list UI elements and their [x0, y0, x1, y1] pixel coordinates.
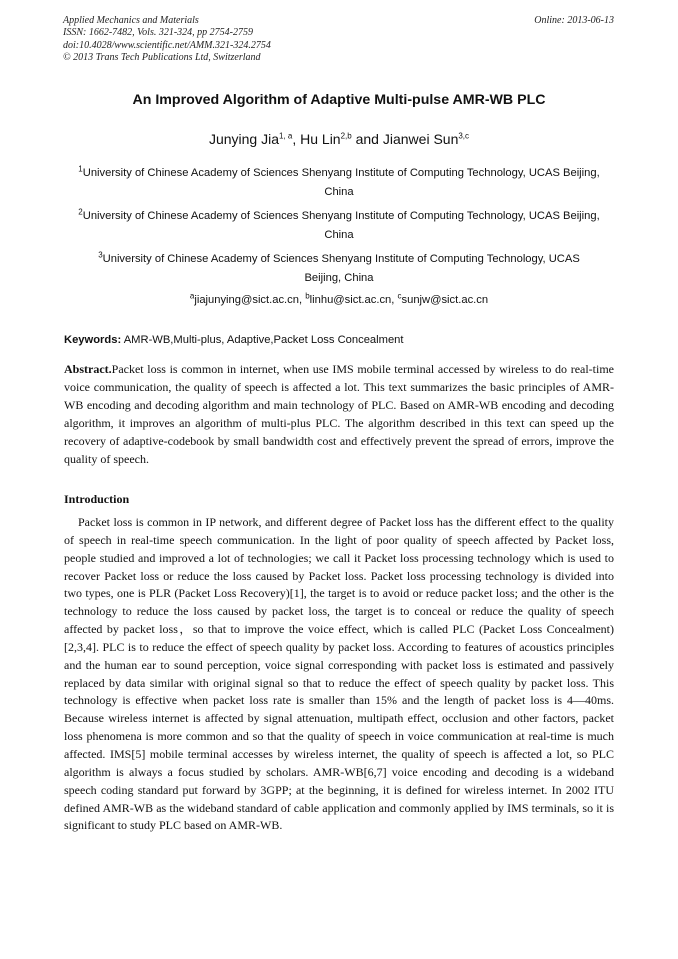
keywords-text: AMR-WB,Multi-plus, Adaptive,Packet Loss Concealment: [123, 334, 404, 346]
author-sup: 3,c: [458, 131, 470, 141]
author-separator: ,: [292, 131, 301, 147]
journal-issn: ISSN: 1662-7482, Vols. 321-324, pp 2754-2759: [63, 27, 253, 39]
keywords-label: Keywords:: [64, 334, 122, 346]
author-name: Hu Lin: [300, 131, 341, 147]
email-list: [40, 292, 638, 308]
affiliation-sup: 3: [98, 250, 103, 260]
abstract-text: Packet loss is common in internet, when use IMS mobile terminal accessed by wireless to do real-time voice communication, the quality of speech is affected a lot. This text summarizes the basic principles of AMR-WB encoding and decoding algorithm and main technology of PLC. Based on AMR-WB encoding and decoding algorithm, it improves an algorithm of multi-plus PLC. The algorithm described in this text can speed up the recovery of adaptive-codebook by small bandwidth cost and effectively prevent the spread of errors, improve the quality of speech.: [64, 362, 614, 466]
email-address[interactable]: linhu@sict.ac.cn: [309, 294, 392, 306]
journal-name: Applied Mechanics and Materials: [63, 15, 199, 26]
email-separator: ,: [298, 294, 306, 306]
affiliation-sup: 1: [78, 164, 83, 174]
affiliation-sup: 2: [78, 207, 83, 217]
affiliation-1: [64, 164, 614, 202]
journal-copyright: © 2013 Trans Tech Publications Ltd, Switzerland: [63, 52, 261, 64]
journal-doi[interactable]: doi:10.4028/www.scientific.net/AMM.321-324.2754: [63, 39, 271, 51]
journal-header: [63, 15, 483, 65]
affiliation-text: University of Chinese Academy of Sciences Shenyang Institute of Computing Technology, UCAS Beijing, China: [82, 210, 600, 241]
section-heading-introduction: Introduction: [64, 492, 130, 506]
email-sup: c: [397, 291, 402, 301]
affiliation-2: [64, 207, 614, 245]
author-sup: 2,b: [340, 131, 352, 141]
email-sup: b: [305, 291, 310, 301]
affiliation-3: [80, 250, 598, 288]
email-sup: a: [189, 291, 195, 301]
email-separator: ,: [391, 294, 398, 306]
email-address[interactable]: sunjw@sict.ac.cn: [401, 294, 489, 306]
affiliation-text: University of Chinese Academy of Sciences Shenyang Institute of Computing Technology, UCAS Beijing, China: [102, 253, 580, 284]
author-sup: 1, a: [279, 131, 293, 141]
author-name: Junying Jia: [208, 131, 279, 147]
abstract-label: Abstract.: [64, 362, 112, 376]
introduction-paragraph: Packet loss is common in IP network, and different degree of Packet loss has the different effect to the quality of speech in real-time speech communication. In the light of poor quality of speech affected by Packet loss, people studied and improved a lot of technologies; we call it Packet loss processing technology which is used to recover Packet loss or reduce the loss caused by Packet loss. Packet loss processing technology is divided into two types, one is PLR (Packet Loss Recovery)[1], the target is to avoid or reduce packet loss; and the other is the technology to reduce the loss caused by packet loss, the target is to conceal or reduce the quality of speech affected by packet loss，so that to improve the voice effect, which is called PLC (Packet Loss Concealment) [2,3,4]. PLC is to reduce the effect of speech quality by packet loss. According to features of acoustics principles and the human ear to sound perception, voice signal corresponding with packet loss is estimated and passively replaced by data similar with original signal so that to reduce the effect of speech quality by packet loss. This technology is effective when packet loss rate is smaller than 15% and the length of packet loss is 4—40ms. Because wireless internet is affected by signal attenuation, multipath effect, occlusion and other factors, packet loss phenomena is more common and so that the quality of speech in voice communication at real-time is much affected. IMS[5] mobile terminal accesses by wireless internet, the quality of speech is affected a lot, so PLC algorithm is always a focus studied by scholars. AMR-WB[6,7] voice encoding and decoding is a wideband speech coding standard put forward by 3GPP; at the beginning, it is defined for wireless internet. In 2002 ITU defined AMR-WB as the wideband standard of cable application and commonly applied by IMS terminals, so it is significant to study PLC based on AMR-WB.: [64, 515, 614, 833]
author-name: Jianwei Sun: [382, 131, 459, 147]
author-list: [40, 130, 638, 148]
paper-title: An Improved Algorithm of Adaptive Multi-pulse AMR-WB PLC: [132, 92, 546, 108]
affiliation-text: University of Chinese Academy of Sciences Shenyang Institute of Computing Technology, UCAS Beijing, China: [82, 167, 600, 198]
keywords: [64, 332, 614, 348]
online-date: Online: 2013-06-13: [534, 15, 614, 26]
author-separator: and: [351, 131, 383, 147]
email-address[interactable]: jiajunying@sict.ac.cn: [194, 294, 299, 306]
abstract: [64, 361, 614, 468]
